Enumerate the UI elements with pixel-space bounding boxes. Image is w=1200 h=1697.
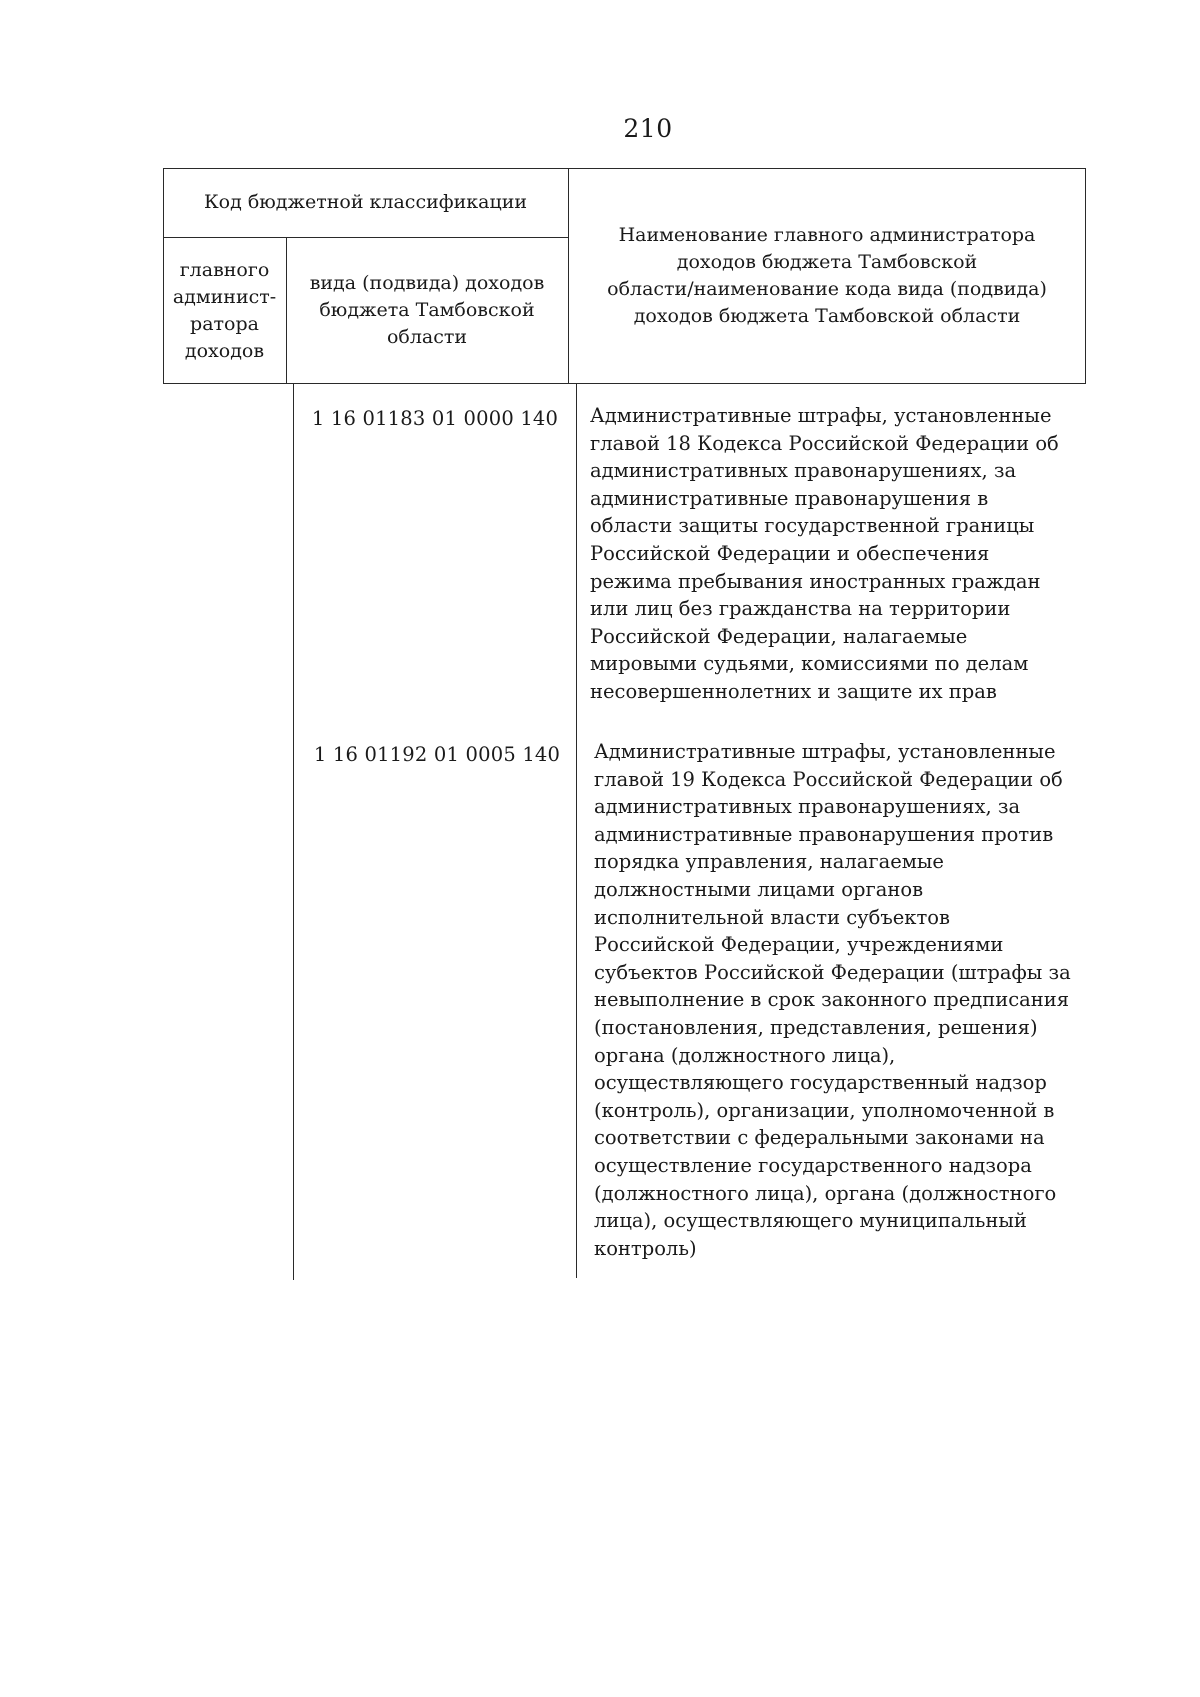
body-column-divider-left [293, 384, 294, 1280]
row-1-description: Административные штрафы, установленные главой 18 Кодекса Российской Федерации об административных правонарушениях, за административные правонарушения в области защиты государственной границы Российской Федерации и обеспечения режима пребывания иностранных граждан или лиц без гражданства на территории Российской Федерации, налагаемые мировыми судьями, комиссиями по делам несовершеннолетних и защите их прав [590, 404, 1059, 703]
header-admin [163, 237, 286, 384]
header-kbk [163, 168, 568, 237]
header-income-type-label: вида (подвида) доходов бюджета Тамбовской области [309, 272, 545, 348]
header-kbk-label: Код бюджетной классификации [203, 191, 528, 213]
body-column-divider-right [576, 384, 577, 1278]
row-1-code: 1 16 01183 01 0000 140 [311, 407, 559, 430]
header-admin-label: главного админист- ратора доходов [172, 258, 277, 362]
header-name [568, 168, 1086, 384]
row-2-description: Административные штрафы, установленные главой 19 Кодекса Российской Федерации об административных правонарушениях, за административные правонарушения против порядка управления, налагаемые должностными лицами органов исполнительной власти субъектов Российской Федерации, учреждениями субъектов Российской Федерации (штрафы за невыполнение в срок законного предписания (постановления, представления, решения) органа (должностного лица), осуществляющего государственный надзор (контроль), организации, уполномоченной в соответствии с федеральными законами на осуществление государственного надзора (должностного лица), органа (должностного лица), осуществляющего муниципальный контроль) [594, 740, 1071, 1260]
header-name-label: Наименование главного администратора доходов бюджета Тамбовской области/наименование кода вида (подвида) доходов бюджета Тамбовской области [607, 224, 1047, 327]
row-2-code: 1 16 01192 01 0005 140 [313, 743, 561, 766]
header-income-type [286, 237, 568, 384]
page-number: 210 [623, 114, 673, 143]
